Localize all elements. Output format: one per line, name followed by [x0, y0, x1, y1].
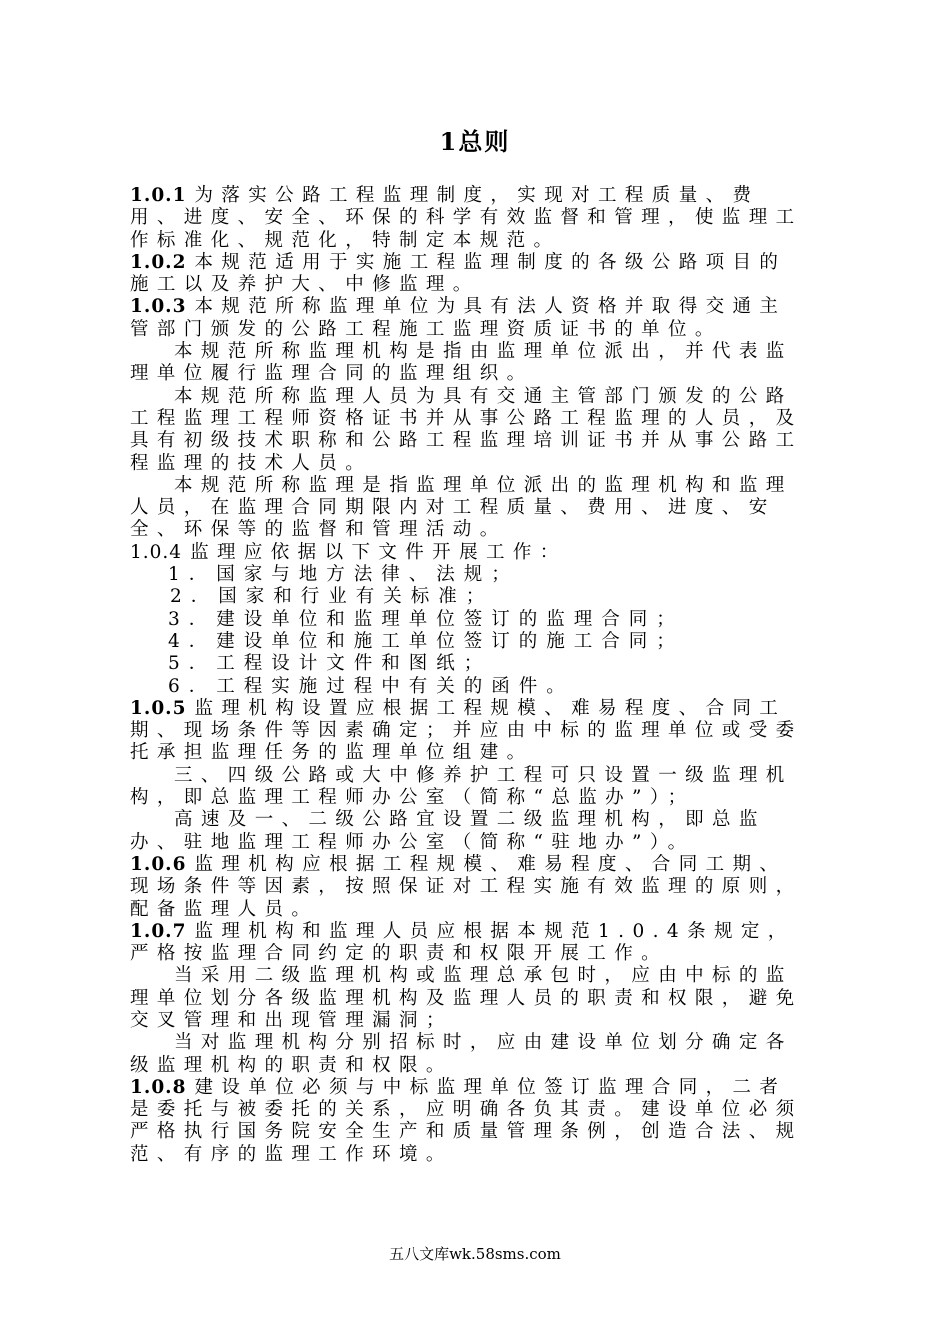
clause-text: 监理机构和监理人员应根据本规范1.0.4条规定，严格按监理合同约定的职责和权限开展工作。: [130, 920, 795, 965]
clause-number: 1.0.2: [130, 251, 187, 273]
paragraph: 三、四级公路或大中修养护工程可只设置一级监理机构，即总监理工程师办公室（简称“总监办”）；: [130, 764, 793, 809]
list-item: 3．建设单位和监理单位签订的监理合同；: [168, 608, 684, 630]
footer-watermark: 五八文库wk.58sms.com: [389, 1245, 561, 1263]
clause-number: 1.0.5: [130, 697, 187, 719]
clause-text: 为落实公路工程监理制度，实现对工程质量、费用、进度、安全、环保的科学有效监督和管理，使监理工作标准化、规范化，特制定本规范。: [130, 185, 803, 251]
paragraph: 本规范所称监理人员为具有交通主管部门颁发的公路工程监理工程师资格证书并从事公路工程监理的人员，及具有初级技术职称和公路工程监理培训证书并从事公路工程监理的技术人员。: [130, 385, 803, 474]
clause-text: 本规范所称监理单位为具有法人资格并取得交通主管部门颁发的公路工程施工监理资质证书的单位。: [130, 296, 787, 340]
paragraph: 本规范所称监理机构是指由监理单位派出，并代表监理单位履行监理合同的监理组织。: [130, 341, 793, 385]
clause-1-0-5: [130, 698, 810, 765]
clause-number: 1.0.4: [130, 541, 183, 563]
list-item: 5．工程设计文件和图纸；: [168, 653, 492, 675]
clause-text: 监理应依据以下文件开展工作：: [190, 541, 567, 563]
clause-text: 本规范适用于实施工程监理制度的各级公路项目的施工以及养护大、中修监理。: [130, 251, 787, 296]
clause-text: 建设单位必须与中标监理单位签订监理合同，二者是委托与被委托的关系，应明确各负其责。建设单位必须严格执行国务院安全生产和质量管理条例，创造合法、规范、有序的监理工作环境。: [130, 1076, 803, 1165]
paragraph: 本规范所称监理是指监理单位派出的监理机构和监理人员，在监理合同期限内对工程质量、费用、进度、安全、环保等的监督和管理活动。: [130, 474, 793, 541]
clause-1-0-6: [130, 854, 810, 921]
list-item: 4．建设单位和施工单位签订的施工合同；: [168, 630, 684, 652]
clause-number: 1.0.7: [130, 920, 187, 942]
clause-text: 监理机构设置应根据工程规模、难易程度、合同工期、现场条件等因素确定；并应由中标的监理单位或受委托承担监理任务的监理单位组建。: [130, 697, 803, 764]
paragraph: 当采用二级监理机构或监理总承包时，应由中标的监理单位划分各级监理机构及监理人员的职责和权限，避免交叉管理和出现管理漏洞；: [130, 965, 803, 1031]
paragraph: 当对监理机构分别招标时，应由建设单位划分确定各级监理机构的职责和权限。: [130, 1032, 793, 1076]
clause-1-0-3: [130, 296, 810, 341]
clause-1-0-2: [130, 252, 810, 297]
clause-number: 1.0.8: [130, 1076, 187, 1098]
page-title: 1总则: [439, 127, 511, 156]
clause-1-0-7: [130, 921, 810, 966]
clause-1-0-8: [130, 1077, 810, 1166]
list-item: 6．工程实施过程中有关的函件。: [168, 675, 574, 697]
document-body: [130, 185, 810, 1166]
clause-number: 1.0.6: [130, 853, 187, 875]
clause-text: 监理机构应根据工程规模、难易程度、合同工期、现场条件等因素，按照保证对工程实施有效监理的原则，配备监理人员。: [130, 853, 803, 920]
list-item: 1．国家与地方法律、法规；: [168, 564, 519, 586]
paragraph: 高速及一、二级公路宜设置二级监理机构，即总监办、驻地监理工程师办公室（简称“驻地办”）。: [130, 809, 766, 853]
clause-number: 1.0.3: [130, 296, 187, 318]
clause-1-0-1: [130, 185, 810, 252]
clause-1-0-4: [130, 542, 810, 564]
clause-number: 1.0.1: [130, 185, 187, 206]
list-item: 2．国家和行业有关标准；: [170, 586, 494, 608]
